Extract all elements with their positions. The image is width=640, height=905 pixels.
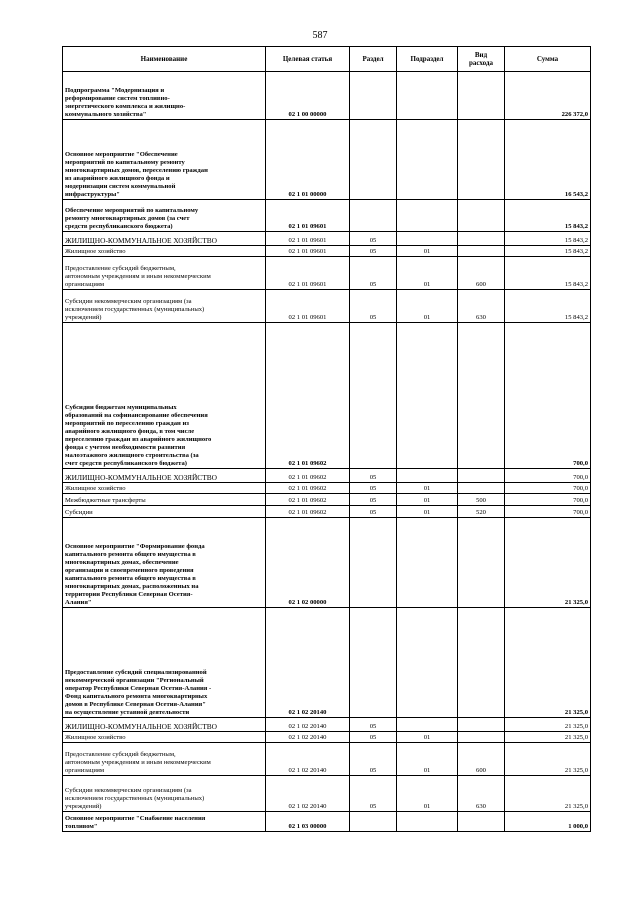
cell-expense-type: 630 [458,290,505,323]
cell-name: Жилищное хозяйство [63,483,266,494]
cell-section: 05 [350,494,397,506]
cell-name: Субсидии [63,506,266,518]
header-subsection: Подраздел [397,47,458,72]
cell-name: Обеспечение мероприятий по капитальному ремонту многоквартирных домов (за счет средств республиканского бюджета) [63,200,266,232]
table-row [63,257,591,290]
cell-name: Основное мероприятие "Обеспечение мероприятий по капитальному ремонту многоквартирных домов, переселению граждан из аварийного жилищного фонда и модернизации систем коммунальной инфраструктуры" [63,120,266,200]
cell-subsection: 01 [397,257,458,290]
cell-section: 05 [350,743,397,776]
cell-name: Предоставление субсидий бюджетным, автономным учреждениям и иным некоммерческим организациям [63,743,266,776]
cell-sum: 21 325,0 [505,518,591,608]
cell-subsection: 01 [397,776,458,812]
table-row [63,506,591,518]
cell-section: 05 [350,718,397,732]
cell-sum: 226 372,0 [505,72,591,120]
cell-expense-type [458,469,505,483]
cell-expense-type [458,72,505,120]
cell-subsection [397,323,458,469]
cell-name: Предоставление субсидий специализированной некоммерческой организации "Региональный оператор Республики Северная Осетия-Алания - Фонд капитального ремонта многоквартирных домов в Республике Северная Осетия-Алания" на осуществление уставной деятельности [63,608,266,718]
table-row [63,246,591,257]
cell-name: ЖИЛИЩНО-КОММУНАЛЬНОЕ ХОЗЯЙСТВО [63,718,266,732]
cell-name: Подпрограмма "Модернизация и реформирование систем топливно- энергетического комплекса и жилищно- коммунального хозяйства" [63,72,266,120]
table-row [63,483,591,494]
cell-sum: 15 843,2 [505,290,591,323]
cell-sum: 21 325,0 [505,608,591,718]
cell-expense-type: 630 [458,776,505,812]
cell-section: 05 [350,732,397,743]
cell-subsection: 01 [397,494,458,506]
cell-expense-type [458,812,505,832]
header-expense-type: Вид расхода [458,47,505,72]
cell-subsection [397,812,458,832]
cell-section [350,120,397,200]
cell-expense-type [458,608,505,718]
cell-expense-type [458,518,505,608]
cell-section: 05 [350,506,397,518]
table-row [63,732,591,743]
cell-name: Межбюджетные трансферты [63,494,266,506]
cell-expense-type [458,200,505,232]
cell-name: Субсидии бюджетам муниципальных образований на софинансирование обеспечения мероприятий по переселению граждан из аварийного жилищного фонда, в том числе переселению граждан из аварийного жилищного фонда с учетом необходимости развития малоэтажного жилищного строительства (за счет средств республиканского бюджета) [63,323,266,469]
cell-section: 05 [350,257,397,290]
cell-section [350,608,397,718]
cell-name: Основное мероприятие "Снабжение населения топливом" [63,812,266,832]
cell-sum: 21 325,0 [505,743,591,776]
cell-name: Субсидии некоммерческим организациям (за исключением государственных (муниципальных) учреждений) [63,290,266,323]
cell-expense-type: 520 [458,506,505,518]
cell-target-item: 02 1 01 09602 [266,494,350,506]
cell-sum: 700,0 [505,469,591,483]
table-row [63,200,591,232]
cell-subsection: 01 [397,732,458,743]
cell-target-item: 02 1 02 00000 [266,518,350,608]
cell-subsection [397,120,458,200]
cell-expense-type: 500 [458,494,505,506]
cell-sum: 700,0 [505,483,591,494]
cell-target-item: 02 1 01 09602 [266,483,350,494]
cell-name: Жилищное хозяйство [63,732,266,743]
cell-name: ЖИЛИЩНО-КОММУНАЛЬНОЕ ХОЗЯЙСТВО [63,469,266,483]
cell-section [350,72,397,120]
cell-subsection [397,718,458,732]
table-row [63,469,591,483]
header-target-item: Целевая статья [266,47,350,72]
table-row [63,232,591,246]
cell-section: 05 [350,246,397,257]
page-number: 587 [312,30,328,41]
cell-sum: 1 000,0 [505,812,591,832]
cell-section: 05 [350,483,397,494]
cell-section: 05 [350,232,397,246]
cell-subsection [397,232,458,246]
cell-sum: 700,0 [505,494,591,506]
cell-sum: 21 325,0 [505,776,591,812]
cell-section [350,812,397,832]
cell-expense-type [458,246,505,257]
cell-name: ЖИЛИЩНО-КОММУНАЛЬНОЕ ХОЗЯЙСТВО [63,232,266,246]
cell-target-item: 02 1 02 20140 [266,732,350,743]
cell-sum: 700,0 [505,506,591,518]
cell-expense-type [458,323,505,469]
cell-target-item: 02 1 01 09601 [266,200,350,232]
header-sum: Сумма [505,47,591,72]
cell-name: Предоставление субсидий бюджетным, автономным учреждениям и иным некоммерческим организациям [63,257,266,290]
cell-subsection: 01 [397,506,458,518]
table-row [63,518,591,608]
cell-section: 05 [350,290,397,323]
cell-target-item: 02 1 02 20140 [266,718,350,732]
cell-target-item: 02 1 01 00000 [266,120,350,200]
cell-subsection: 01 [397,483,458,494]
cell-sum: 700,0 [505,323,591,469]
budget-table [62,46,591,832]
cell-expense-type: 600 [458,257,505,290]
cell-sum: 15 843,2 [505,232,591,246]
cell-name: Жилищное хозяйство [63,246,266,257]
cell-subsection [397,72,458,120]
cell-target-item: 02 1 01 09602 [266,323,350,469]
cell-sum: 15 843,2 [505,200,591,232]
cell-section [350,518,397,608]
cell-sum: 15 843,2 [505,246,591,257]
cell-subsection [397,518,458,608]
cell-target-item: 02 1 00 00000 [266,72,350,120]
cell-target-item: 02 1 01 09601 [266,290,350,323]
cell-name: Основное мероприятие "Формирование фонда капитального ремонта общего имущества в многоквартирных домах, обеспечение организации и своевременного проведения капитального ремонта общего имущества в многоквартирных домах, расположенных на территории Республики Северная Осетия- Алания" [63,518,266,608]
cell-section [350,323,397,469]
cell-expense-type [458,718,505,732]
cell-subsection: 01 [397,246,458,257]
cell-target-item: 02 1 01 09601 [266,257,350,290]
cell-subsection [397,608,458,718]
header-section: Раздел [350,47,397,72]
cell-sum: 21 325,0 [505,732,591,743]
cell-expense-type [458,732,505,743]
cell-sum: 15 843,2 [505,257,591,290]
cell-target-item: 02 1 01 09601 [266,246,350,257]
table-row [63,120,591,200]
table-row [63,494,591,506]
cell-section [350,200,397,232]
cell-target-item: 02 1 02 20140 [266,776,350,812]
table-row [63,72,591,120]
cell-target-item: 02 1 02 20140 [266,743,350,776]
cell-target-item: 02 1 01 09602 [266,469,350,483]
table-row [63,718,591,732]
cell-target-item: 02 1 01 09601 [266,232,350,246]
table-row [63,323,591,469]
cell-sum: 21 325,0 [505,718,591,732]
cell-expense-type [458,483,505,494]
cell-target-item: 02 1 02 20140 [266,608,350,718]
table-row [63,776,591,812]
cell-subsection: 01 [397,290,458,323]
table-row [63,812,591,832]
cell-subsection [397,200,458,232]
cell-name: Субсидии некоммерческим организациям (за исключением государственных (муниципальных) учреждений) [63,776,266,812]
header-name: Наименование [63,47,266,72]
cell-section: 05 [350,776,397,812]
cell-section: 05 [350,469,397,483]
cell-expense-type [458,120,505,200]
cell-subsection: 01 [397,743,458,776]
table-row [63,290,591,323]
cell-target-item: 02 1 03 00000 [266,812,350,832]
cell-sum: 16 543,2 [505,120,591,200]
cell-expense-type: 600 [458,743,505,776]
cell-target-item: 02 1 01 09602 [266,506,350,518]
cell-subsection [397,469,458,483]
cell-expense-type [458,232,505,246]
table-row [63,743,591,776]
table-row [63,608,591,718]
table-header-row [63,47,591,72]
